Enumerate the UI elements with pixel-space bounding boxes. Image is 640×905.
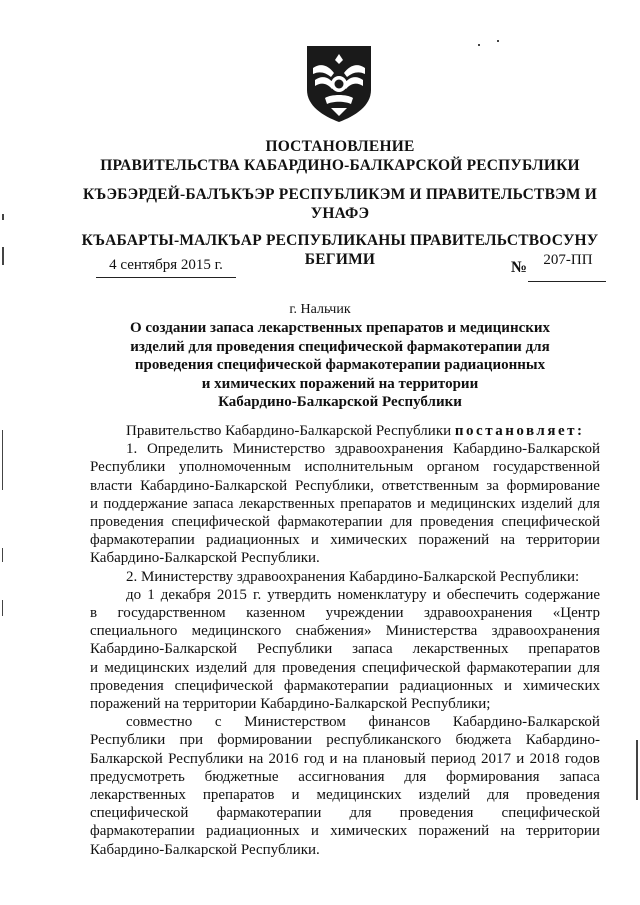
word: Министерства <box>385 623 478 640</box>
word: период <box>430 750 476 767</box>
word: химических <box>330 823 408 840</box>
word: 2016 <box>268 750 299 767</box>
word: здравоохранения <box>236 568 346 585</box>
word: Республики, <box>294 477 374 494</box>
body-line <box>90 440 600 458</box>
word: бюджетные <box>204 768 279 785</box>
number-sign: № <box>511 259 528 276</box>
word: власти <box>90 477 133 494</box>
word: номенклатуру <box>337 586 427 603</box>
word: препаратов <box>202 787 275 804</box>
word: при <box>179 732 204 749</box>
word: запаса <box>193 495 234 512</box>
word: Кабардино-Балкарской <box>260 696 408 713</box>
word: Кабардино-Балкарской <box>140 477 288 494</box>
word: органом <box>426 459 480 476</box>
word: г. <box>253 586 262 603</box>
title-line: Кабардино-Балкарской Республики <box>218 394 462 410</box>
word: фармакотерапии <box>466 659 572 676</box>
word: лекарственных <box>238 495 335 512</box>
word: Республики: <box>499 568 580 585</box>
word: предусмотреть <box>90 768 185 785</box>
decree-number: 207-ПП <box>543 252 593 268</box>
word: учреждении <box>325 605 404 622</box>
word: специфической <box>171 514 270 531</box>
word: ассигнования <box>298 768 385 785</box>
word: Республики <box>168 750 244 767</box>
word: формировании <box>217 732 312 749</box>
word: Министерство <box>232 441 326 458</box>
word: Республики <box>90 459 166 476</box>
word: Республики; <box>411 696 491 713</box>
word: исполнительным <box>304 459 414 476</box>
scan-mark <box>636 740 638 800</box>
word: и <box>310 532 319 549</box>
word: запаса <box>559 768 600 785</box>
word: на <box>248 750 264 767</box>
city-name: г. Нальчик <box>289 302 351 317</box>
word: медицинских <box>316 787 402 804</box>
word: фармакотерапии <box>90 532 195 549</box>
word: Министерству <box>141 568 234 585</box>
word: 1 <box>147 586 155 603</box>
word: специального <box>90 623 178 640</box>
word: и <box>329 750 338 767</box>
title-line: О создании запаса лекарственных препаратов и медицинских <box>129 320 551 336</box>
word: для <box>404 768 427 785</box>
word: до <box>126 586 142 603</box>
scan-mark <box>478 44 480 46</box>
word: специфической <box>501 514 600 531</box>
word: государственной <box>493 459 600 476</box>
word: Кабардино-Балкарской <box>348 568 496 585</box>
word: Кабардино-Балкарской <box>452 714 600 731</box>
body-line <box>90 786 600 804</box>
word: Республики <box>90 732 166 749</box>
body-line <box>90 731 600 749</box>
word: Кабардино-Балкарской <box>90 641 238 658</box>
word: медицинского <box>191 623 282 640</box>
word: республиканского <box>326 732 442 749</box>
word: изделий <box>418 787 471 804</box>
word: и <box>291 787 300 804</box>
word: декабря <box>160 586 211 603</box>
government-name-krc-line2: БЕГИМИ <box>304 251 376 268</box>
word: за <box>486 477 499 494</box>
word: для <box>349 805 372 822</box>
word: формирование <box>506 477 600 494</box>
word: медицинских <box>104 659 190 676</box>
word: здравоохранения <box>334 441 444 458</box>
word: государственном <box>117 605 226 622</box>
decree-header-kab <box>60 185 620 223</box>
body-line <box>90 586 600 604</box>
word: год <box>303 750 325 767</box>
word: и <box>516 750 525 767</box>
body-line <box>90 458 600 476</box>
word: 2. <box>126 568 138 585</box>
government-name-krc-line1: КЪАБАРТЫ-МАЛКЪАР РЕСПУБЛИКАНЫ ПРАВИТЕЛЬСТВОСУНУ <box>81 232 599 249</box>
government-name-ru: ПРАВИТЕЛЬСТВА КАБАРДИНО-БАЛКАРСКОЙ РЕСПУБЛИКИ <box>100 157 580 174</box>
word: на <box>500 532 516 549</box>
word: фармакотерапии <box>90 823 195 840</box>
word: проведения <box>526 787 600 804</box>
word: Кабардино-Балкарской <box>452 441 600 458</box>
word: плановый <box>362 750 426 767</box>
scan-mark <box>2 247 4 265</box>
word: и <box>90 495 99 512</box>
word: содержание <box>524 586 600 603</box>
word: лекарственных <box>412 641 509 658</box>
body-line <box>90 513 600 531</box>
word: территории <box>182 696 257 713</box>
word: лекарственных <box>90 787 186 804</box>
word: для <box>390 514 413 531</box>
word: территории <box>526 823 600 840</box>
body-line <box>90 568 600 586</box>
word: для <box>253 659 276 676</box>
word: и <box>504 677 513 694</box>
scan-mark <box>2 548 3 562</box>
word: Кабардино- <box>525 732 600 749</box>
word: Балкарской <box>90 750 163 767</box>
title-line: проведения специфической фармакотерапии радиационных <box>134 357 546 373</box>
body-line <box>90 768 600 786</box>
word: проведения <box>90 677 164 694</box>
word: проведения <box>90 514 164 531</box>
word: 2018 <box>529 750 560 767</box>
body-line <box>90 477 600 495</box>
word: химических <box>522 677 600 694</box>
word: поражений <box>418 823 490 840</box>
word: радиационных <box>399 677 494 694</box>
word: Республики. <box>240 550 320 567</box>
word: с <box>214 714 222 731</box>
word: для <box>577 495 600 512</box>
number-underline <box>528 281 606 282</box>
word: запаса <box>352 641 393 658</box>
word: специфической <box>362 659 461 676</box>
body-line <box>90 622 600 640</box>
decree-title: ПОСТАНОВЛЕНИЕ <box>265 138 415 155</box>
word: на <box>342 750 358 767</box>
government-name-kab-line1: КЪЭБЭРДЕЙ-БАЛЪКЪЭР РЕСПУБЛИКЭМ И ПРАВИТЕЛЬСТВЭМ И <box>82 186 598 203</box>
word: радиационных <box>206 532 300 549</box>
scan-mark <box>2 600 3 616</box>
body-line <box>90 677 600 695</box>
word: поражений <box>90 696 161 713</box>
body-line <box>90 531 600 549</box>
word: фармакотерапии <box>277 514 383 531</box>
word: формирования <box>446 768 540 785</box>
word: годов <box>564 750 600 767</box>
intro-line <box>90 422 600 440</box>
body-line <box>90 713 600 731</box>
word: бюджета <box>455 732 512 749</box>
decree-subject-title <box>80 319 600 412</box>
government-name-kab-line2: УНАФЭ <box>310 205 370 222</box>
word: Определить <box>146 441 223 458</box>
scan-mark <box>2 430 3 490</box>
word: специфической <box>90 805 189 822</box>
word: Кабардино-Балкарской <box>90 841 238 858</box>
title-line: изделий для проведения специфической фармакотерапии для <box>130 338 550 355</box>
word: химических <box>330 532 408 549</box>
title-line: и химических поражений на территории <box>201 375 479 392</box>
word: изделий <box>195 659 248 676</box>
decree-date: 4 сентября 2015 г. <box>109 257 223 273</box>
word: в <box>90 605 98 622</box>
word: совместно <box>126 714 193 731</box>
word: здравоохранения <box>423 605 533 622</box>
word: и <box>90 659 99 676</box>
word: поддержание <box>103 495 188 512</box>
word: и <box>432 586 441 603</box>
word: территории <box>526 532 600 549</box>
scan-mark <box>2 214 4 220</box>
word: 2017 <box>481 750 512 767</box>
word: фармакотерапии <box>283 677 389 694</box>
word: 1. <box>126 441 138 458</box>
word: радиационных <box>206 823 300 840</box>
decree-body <box>90 422 600 859</box>
word: медицинских <box>430 495 516 512</box>
word: 2015 <box>216 586 247 603</box>
date-underline <box>96 277 236 278</box>
body-line <box>90 604 600 622</box>
word: обеспечить <box>446 586 519 603</box>
word: ответственным <box>381 477 479 494</box>
word: проведения <box>420 514 494 531</box>
word: проведения <box>282 659 356 676</box>
word: специфической <box>501 805 600 822</box>
resolves-word: постановляет: <box>454 423 585 439</box>
word: для <box>487 787 510 804</box>
body-line <box>90 495 600 513</box>
word: финансов <box>368 714 431 731</box>
word: утвердить <box>267 586 332 603</box>
word: на <box>500 823 516 840</box>
word: проведения <box>399 805 474 822</box>
word: Республики <box>256 641 333 658</box>
word: Кабардино-Балкарской <box>90 550 238 567</box>
word: Министерством <box>244 714 346 731</box>
scan-mark <box>497 40 499 42</box>
body-line <box>90 804 600 822</box>
body-line <box>90 640 600 658</box>
word: «Центр <box>552 605 600 622</box>
intro-text: Правительство Кабардино-Балкарской Республики <box>126 423 452 439</box>
word: Республики. <box>240 841 320 858</box>
body-line <box>90 841 600 859</box>
body-line <box>90 750 600 768</box>
word: изделий <box>521 495 573 512</box>
word: казенном <box>246 605 306 622</box>
coat-of-arms-icon <box>301 40 377 124</box>
word: специфической <box>174 677 274 694</box>
word: и <box>310 823 319 840</box>
word: препаратов <box>340 495 412 512</box>
word: уполномоченным <box>178 459 291 476</box>
body-line <box>90 695 600 713</box>
body-line <box>90 549 600 567</box>
word: здравоохранения <box>491 623 600 640</box>
word: фармакотерапии <box>216 805 322 822</box>
decree-header <box>60 137 620 175</box>
word: препаратов <box>528 641 600 658</box>
word: поражений <box>418 532 490 549</box>
body-line <box>90 822 600 840</box>
word: снабжения» <box>295 623 372 640</box>
word: на <box>164 696 180 713</box>
word: для <box>577 659 600 676</box>
body-line <box>90 659 600 677</box>
word: и <box>417 495 426 512</box>
